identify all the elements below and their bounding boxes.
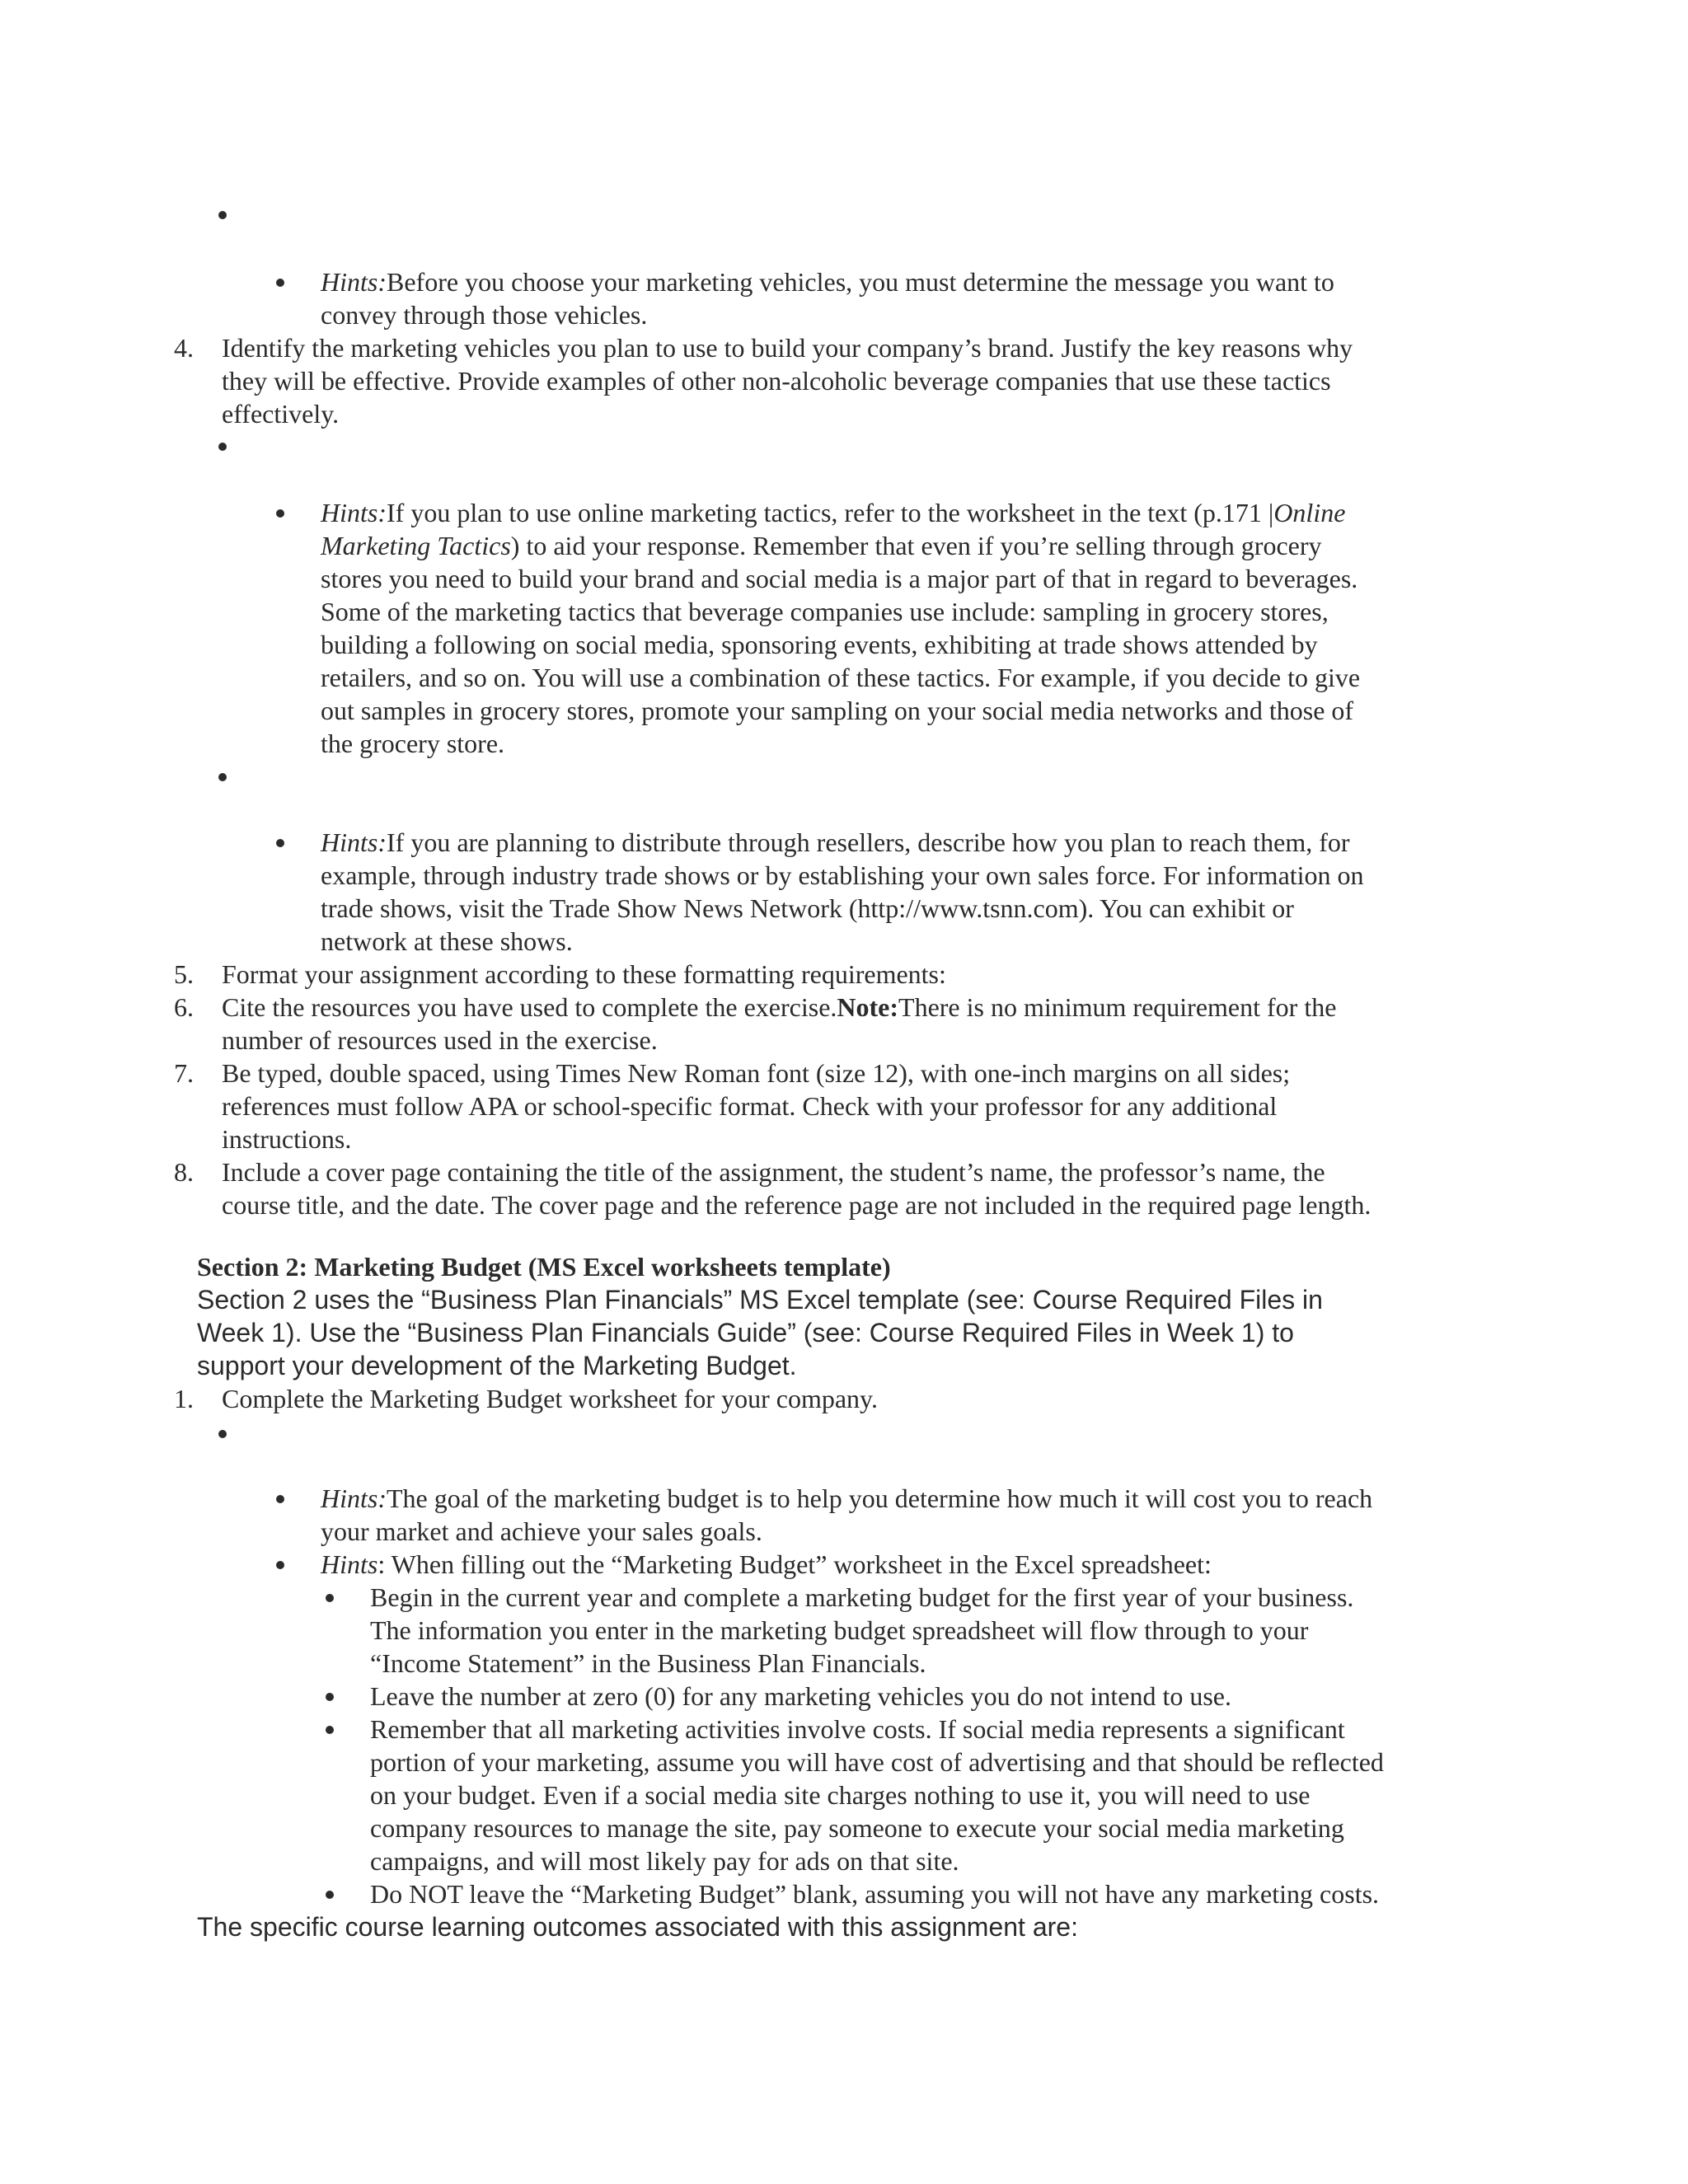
learning-outcomes-intro: The specific course learning outcomes associated with this assignment are: <box>197 1912 1078 1942</box>
sub-remember-line-5: campaigns, and will most likely pay for ads on that site. <box>370 1846 959 1876</box>
bullet-hint-goal <box>276 1495 284 1503</box>
hint-message-line-1: Hints:Before you choose your marketing vehicles, you must determine the message you want to <box>321 267 1334 297</box>
section-2-intro-line-1: Section 2 uses the “Business Plan Financials” MS Excel template (see: Course Required Files in <box>197 1285 1323 1315</box>
item-5-line-1: Format your assignment according to these formatting requirements: <box>222 959 946 989</box>
bullet-hint-filling <box>276 1561 284 1569</box>
item-4-line-3: effectively. <box>222 399 340 429</box>
sub-remember-line-1: Remember that all marketing activities involve costs. If social media represents a significant <box>370 1714 1345 1744</box>
item-4-line-1: Identify the marketing vehicles you plan to use to build your company’s brand. Justify the key reasons why <box>222 333 1353 363</box>
bullet-hint-online <box>276 509 284 518</box>
item-8-line-1: Include a cover page containing the title of the assignment, the student’s name, the professor’s name, the <box>222 1157 1325 1187</box>
sub-begin-line-2: The information you enter in the marketing budget spreadsheet will flow through to your <box>370 1615 1309 1645</box>
hint-goal-line-2: your market and achieve your sales goals. <box>321 1516 762 1546</box>
hint-resellers-line-1: Hints:If you are planning to distribute through resellers, describe how you plan to reach them, for <box>321 827 1350 857</box>
hint-resellers-line-3: trade shows, visit the Trade Show News Network (http://www.tsnn.com). You can exhibit or <box>321 893 1294 923</box>
sub-bullet-begin <box>326 1594 334 1602</box>
sub-bullet-leave <box>326 1693 334 1701</box>
hint-resellers-line-4: network at these shows. <box>321 926 573 956</box>
item-6-line-1: Cite the resources you have used to complete the exercise.Note:There is no minimum requirement for the <box>222 992 1337 1022</box>
hint-online-line-7: out samples in grocery stores, promote your sampling on your social media networks and those of <box>321 696 1354 725</box>
item-8-number: 8. <box>174 1157 194 1187</box>
item-7-line-1: Be typed, double spaced, using Times New Roman font (size 12), with one-inch margins on all sides; <box>222 1058 1291 1088</box>
item-4-number: 4. <box>174 333 194 363</box>
item-6-number: 6. <box>174 992 194 1022</box>
sub-donot-line-1: Do NOT leave the “Marketing Budget” blank, assuming you will not have any marketing costs. <box>370 1879 1380 1909</box>
sub-begin-line-1: Begin in the current year and complete a marketing budget for the first year of your business. <box>370 1582 1354 1612</box>
hint-filling-line-1: Hints: When filling out the “Marketing Budget” worksheet in the Excel spreadsheet: <box>321 1549 1212 1579</box>
s2-item-1-line-1: Complete the Marketing Budget worksheet for your company. <box>222 1384 878 1413</box>
bullet-empty <box>218 211 227 219</box>
bullet-empty <box>218 1430 227 1438</box>
sub-remember-line-2: portion of your marketing, assume you will have cost of advertising and that should be reflected <box>370 1747 1384 1777</box>
bullet-hint-message <box>276 279 284 287</box>
item-7-line-2: references must follow APA or school-specific format. Check with your professor for any additional <box>222 1091 1278 1121</box>
hint-message-line-2: convey through those vehicles. <box>321 300 648 330</box>
sub-remember-line-3: on your budget. Even if a social media site charges nothing to use it, you will need to use <box>370 1780 1311 1810</box>
hint-online-line-8: the grocery store. <box>321 729 505 758</box>
item-5-number: 5. <box>174 959 194 989</box>
hint-resellers-line-2: example, through industry trade shows or by establishing your own sales force. For information on <box>321 860 1364 890</box>
sub-bullet-remember <box>326 1726 334 1734</box>
section-2-intro-line-3: support your development of the Marketing Budget. <box>197 1351 797 1380</box>
sub-bullet-donot <box>326 1891 334 1899</box>
section-2-heading: Section 2: Marketing Budget (MS Excel worksheets template) <box>197 1252 891 1282</box>
item-7-number: 7. <box>174 1058 194 1088</box>
hint-online-line-1: Hints:If you plan to use online marketing tactics, refer to the worksheet in the text (p.171 |Online <box>321 498 1346 527</box>
section-2-intro-line-2: Week 1). Use the “Business Plan Financials Guide” (see: Course Required Files in Week 1) to <box>197 1318 1294 1347</box>
item-6-line-2: number of resources used in the exercise. <box>222 1025 658 1055</box>
bullet-empty <box>218 443 227 451</box>
hint-online-line-6: retailers, and so on. You will use a combination of these tactics. For example, if you decide to give <box>321 663 1361 692</box>
hint-goal-line-1: Hints:The goal of the marketing budget is to help you determine how much it will cost you to reach <box>321 1483 1373 1513</box>
hint-online-line-2: Marketing Tactics) to aid your response. Remember that even if you’re selling through grocery <box>321 531 1322 560</box>
sub-leave-line-1: Leave the number at zero (0) for any marketing vehicles you do not intend to use. <box>370 1681 1231 1711</box>
hint-online-line-5: building a following on social media, sponsoring events, exhibiting at trade shows attended by <box>321 630 1318 659</box>
s2-item-1-number: 1. <box>174 1384 194 1413</box>
sub-remember-line-4: company resources to manage the site, pay someone to execute your social media marketing <box>370 1813 1344 1843</box>
bullet-empty <box>218 773 227 781</box>
sub-begin-line-3: “Income Statement” in the Business Plan Financials. <box>370 1648 926 1678</box>
item-4-line-2: they will be effective. Provide examples of other non-alcoholic beverage companies that use these tactics <box>222 366 1331 396</box>
hint-online-line-4: Some of the marketing tactics that beverage companies use include: sampling in grocery stores, <box>321 597 1329 626</box>
item-7-line-3: instructions. <box>222 1124 352 1154</box>
bullet-hint-resellers <box>276 839 284 847</box>
hint-online-line-3: stores you need to build your brand and social media is a major part of that in regard to beverages. <box>321 564 1358 593</box>
item-8-line-2: course title, and the date. The cover page and the reference page are not included in the required page length. <box>222 1190 1372 1220</box>
